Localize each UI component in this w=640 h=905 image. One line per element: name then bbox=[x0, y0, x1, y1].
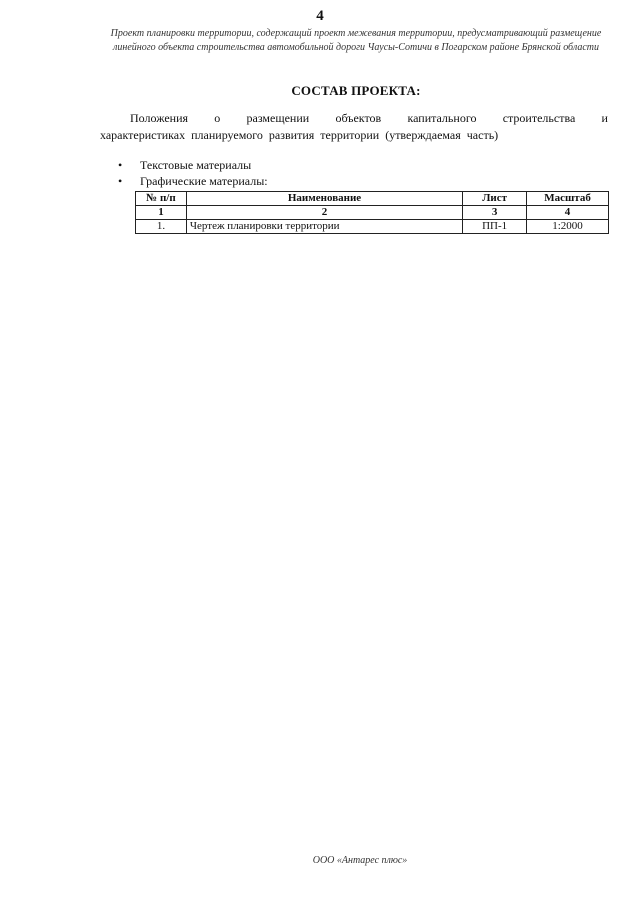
graphic-materials-table bbox=[135, 191, 609, 234]
col-header-number: № п/п bbox=[136, 192, 187, 206]
table-cell: 1 bbox=[136, 206, 187, 220]
table-cell: 1. bbox=[136, 220, 187, 234]
col-header-scale: Масштаб bbox=[527, 192, 609, 206]
intro-word: объектов bbox=[335, 111, 382, 125]
intro-word: о bbox=[214, 111, 221, 125]
intro-word: Положения bbox=[130, 111, 189, 125]
materials-item-text bbox=[118, 157, 268, 173]
intro-word: строительства bbox=[502, 111, 576, 125]
table-header-row bbox=[136, 192, 609, 206]
footer-company: ООО «Антарес плюс» bbox=[312, 855, 408, 866]
intro-word: размещении bbox=[246, 111, 310, 125]
materials-item-graphic bbox=[118, 173, 268, 189]
table-cell: ПП-1 bbox=[463, 220, 527, 234]
page-number: 4 bbox=[316, 8, 324, 24]
col-header-sheet: Лист bbox=[463, 192, 527, 206]
materials-item-label: Текстовые материалы bbox=[140, 158, 252, 172]
bullet-icon: • bbox=[118, 158, 123, 172]
materials-list bbox=[118, 157, 268, 189]
table-row bbox=[136, 220, 609, 234]
materials-item-label: Графические материалы: bbox=[140, 174, 268, 188]
intro-line-2: характеристиках планируемого развития территории (утверждаемая часть) bbox=[100, 128, 499, 142]
section-title: СОСТАВ ПРОЕКТА: bbox=[291, 83, 421, 98]
header-note: Проект планировки территории, содержащий проект межевания территории, предусматривающий размещение линейного объекта строительства автомобильной дороги Чаусы-Сотичи в Погарском районе Брянской области bbox=[110, 28, 602, 53]
table-index-row bbox=[136, 206, 609, 220]
intro-word: капитального bbox=[407, 111, 477, 125]
intro-line-1 bbox=[100, 110, 608, 127]
col-header-name: Наименование bbox=[186, 192, 462, 206]
table-cell: Чертеж планировки территории bbox=[186, 220, 462, 234]
intro-word: и bbox=[601, 111, 608, 125]
table-cell: 4 bbox=[527, 206, 609, 220]
table-cell: 2 bbox=[186, 206, 462, 220]
intro-paragraph bbox=[100, 110, 608, 144]
bullet-icon: • bbox=[118, 174, 123, 188]
table-cell: 1:2000 bbox=[527, 220, 609, 234]
table-cell: 3 bbox=[463, 206, 527, 220]
